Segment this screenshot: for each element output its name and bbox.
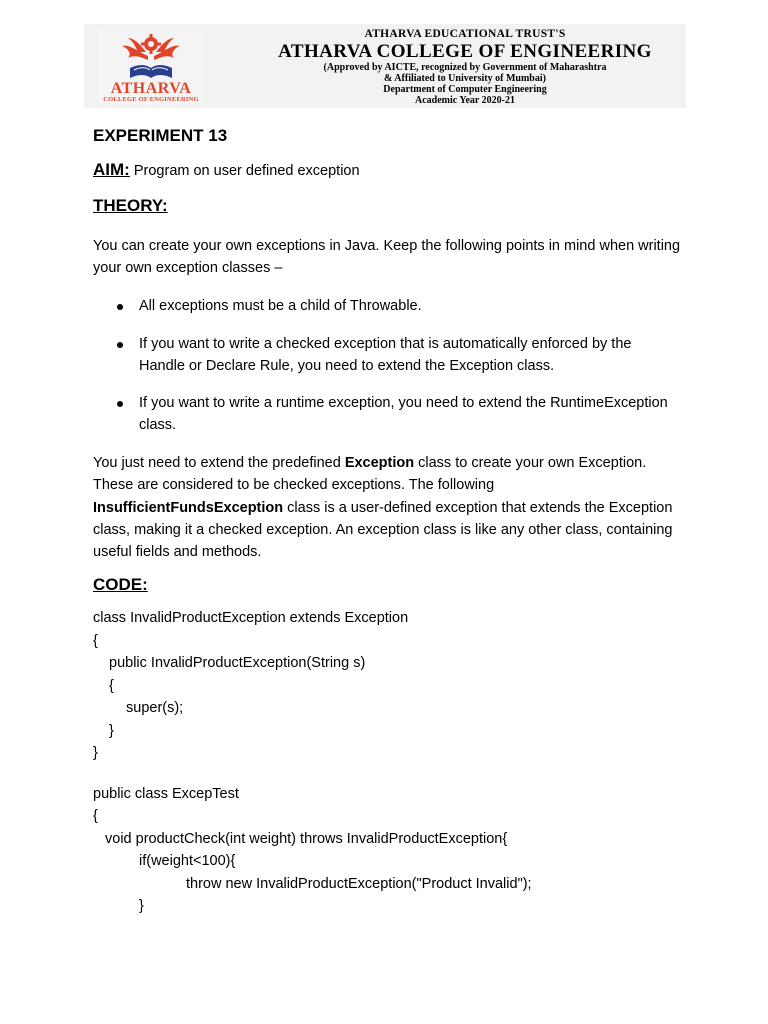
code-line: {: [93, 633, 98, 649]
code-line: if(weight<100){: [139, 853, 236, 869]
paragraph-text: You just need to extend the predefined: [93, 455, 345, 471]
code-line: public InvalidProductException(String s): [109, 655, 366, 671]
bullet-item: If you want to write a runtime exception, you need to extend the RuntimeException class.: [117, 393, 677, 436]
academic-year: Academic Year 2020-21: [415, 95, 515, 106]
bold-term: Exception: [344, 455, 415, 471]
code-line: class InvalidProductException extends Exception: [93, 610, 409, 626]
logo-subtitle: COLLEGE OF ENGINEERING: [103, 96, 199, 103]
trust-name: ATHARVA EDUCATIONAL TRUST'S: [364, 28, 566, 40]
code-line: }: [109, 723, 114, 739]
college-logo: [98, 30, 204, 104]
paragraph-text: class is a user-defined exception that extends the Exception class, making it a checked exception. An exception class is like any other class, containing useful fields and methods.: [93, 499, 673, 561]
paragraph-text: class to create your own Exception. These are considered to be checked exceptions. The following: [93, 455, 647, 494]
code-line: }: [93, 745, 98, 761]
code-line: public class ExcepTest: [93, 786, 239, 802]
experiment-title: EXPERIMENT 13: [93, 126, 228, 145]
logo-wordmark: ATHARVA: [110, 80, 192, 97]
code-heading: CODE:: [93, 575, 148, 594]
college-name: ATHARVA COLLEGE OF ENGINEERING: [278, 41, 652, 62]
code-line: {: [109, 678, 114, 694]
theory-heading: THEORY:: [93, 196, 168, 215]
code-line: void productCheck(int weight) throws InvalidProductException{: [105, 831, 508, 847]
aim-text: Program on user defined exception: [133, 163, 360, 179]
bullet-item: If you want to write a checked exception that is automatically enforced by the Handle or Declare Rule, you need to extend the Exception class.: [117, 334, 677, 377]
code-line: super(s);: [126, 700, 184, 716]
aim-label: AIM:: [93, 160, 130, 179]
theory-intro: You can create your own exceptions in Java. Keep the following points in mind when writing your own exception classes –: [93, 238, 681, 276]
code-line: }: [139, 898, 144, 914]
bold-term: InsufficientFundsException: [93, 499, 284, 516]
aim-line: [93, 160, 683, 180]
code-line: throw new InvalidProductException("Product Invalid");: [186, 876, 532, 892]
bullet-item: All exceptions must be a child of Throwable.: [117, 296, 422, 318]
affiliation-line: & Affiliated to University of Mumbai): [384, 73, 546, 84]
theory-paragraph: [93, 452, 683, 563]
approval-line: (Approved by AICTE, recognized by Government of Maharashtra: [323, 62, 607, 73]
department-line: Department of Computer Engineering: [383, 84, 547, 95]
code-line: {: [93, 808, 98, 824]
